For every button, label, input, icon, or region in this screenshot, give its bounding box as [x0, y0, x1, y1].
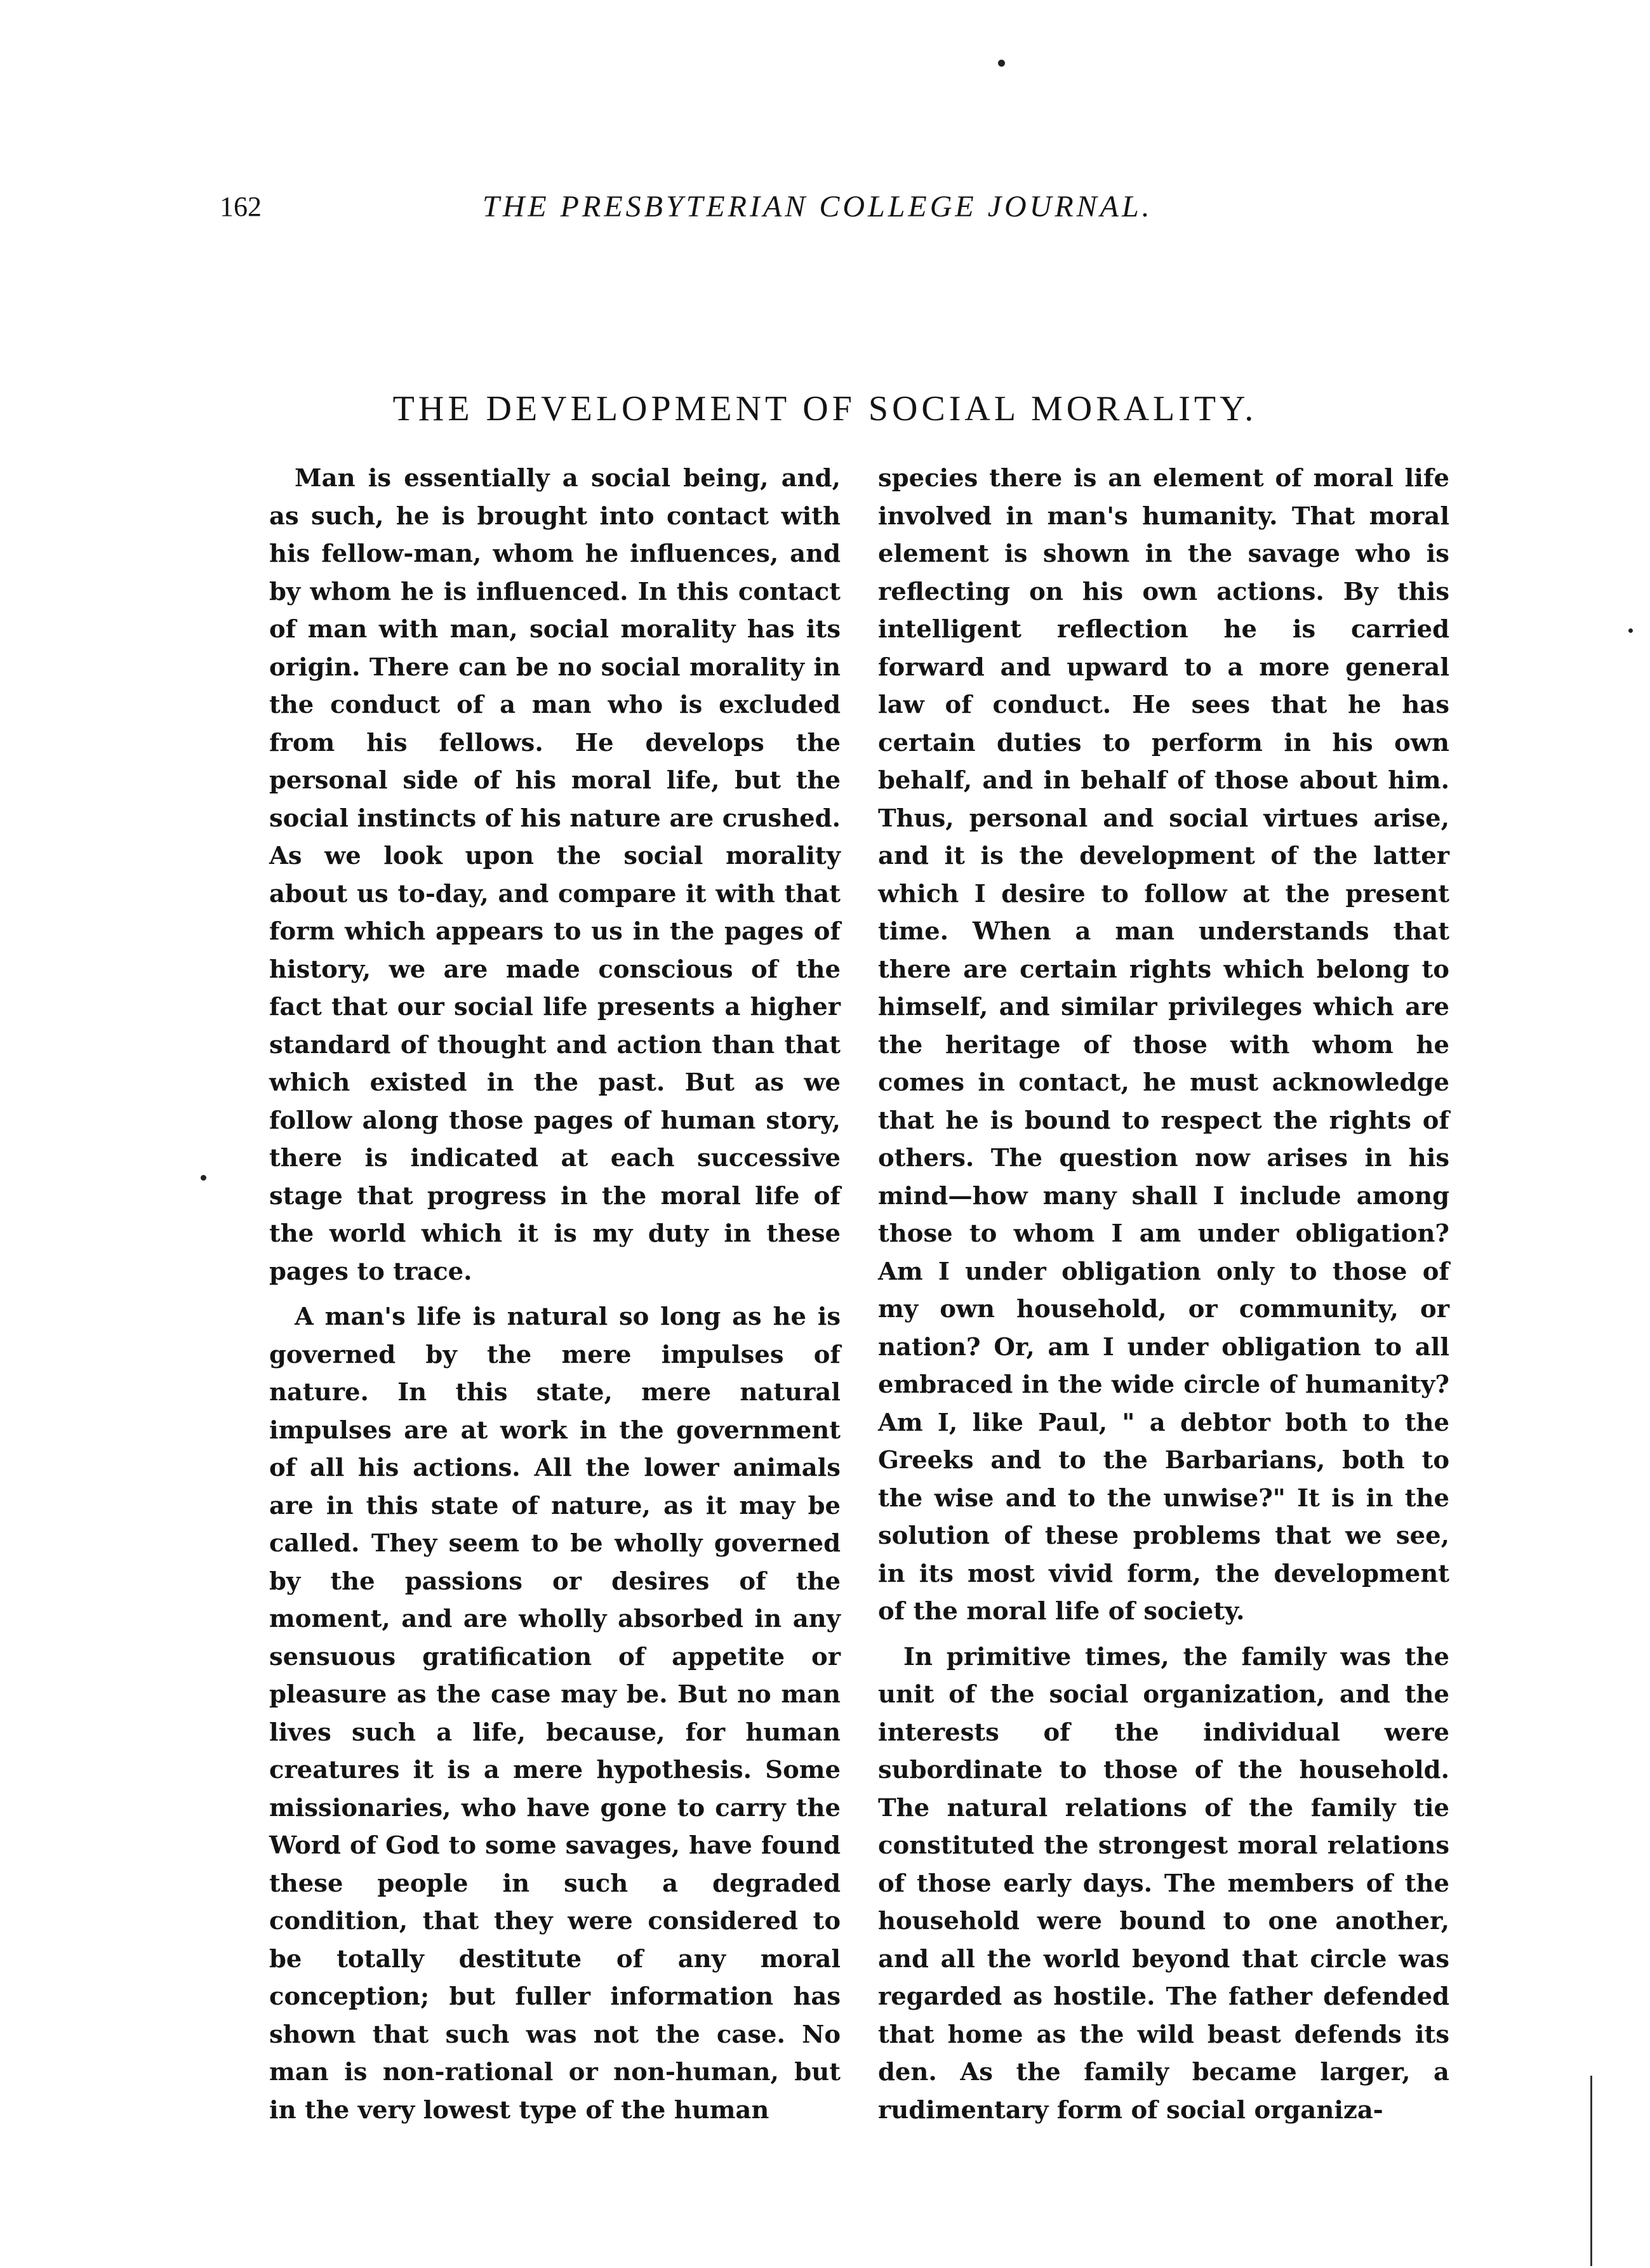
paragraph: species there is an element of moral life involved in man's humanity. That moral element is shown in the savage who is reflecting on his own actions. By this intelligent reflection he is carried forward and upward to a more general law of conduct. He sees that he has certain duties to perform in his own behalf, and in behalf of those about him. Thus, personal and social virtues arise, and it is the development of the latter which I desire to follow at the present time. When a man understands that there are certain rights which belong to himself, and similar privileges which are the heritage of those with whom he comes in contact, he must acknowledge that he is bound to respect the rights of others. The question now arises in his mind—how many shall I include among those to whom I am under obligation? Am I under obligation only to those of my own household, or community, or nation? Or, am I under obligation to all embraced in the wide circle of humanity? Am I, like Paul, " a debtor both to the Greeks and to the Barbarians, both to the wise and to the unwise?" It is in the solution of these problems that we see, in its most vivid form, the development of the moral life of society. — [878, 464, 1449, 1626]
paragraph: A man's life is natural so long as he is governed by the mere impulses of nature. In this state, mere natural impulses are at work in the government of all his actions. All the lower animals are in this state of nature, as it may be called. They seem to be wholly governed by the passions or desires of the moment, and are wholly absorbed in any sensuous gratification of appetite or pleasure as the case may be. But no man lives such a life, because, for human creatures it is a mere hypothesis. Some missionaries, who have gone to carry the Word of God to some savages, have found these people in such a degraded condition, that they were considered to be totally destitute of any moral conception; but fuller information has shown that such was not the case. No man is non-rational or non-human, but in the very lowest type of the human — [269, 1303, 841, 2125]
paragraph: In primitive times, the family was the unit of the social organization, and the interests of the individual were subordinate to those of the household. The natural relations of the family tie constituted the strongest moral relations of those early days. The members of the household were bound to one another, and all the world beyond that circle was regarded as hostile. The father defended that home as the wild beast defends its den. As the family became larger, a rudimentary form of social organiza- — [878, 1642, 1449, 2125]
page-number: 162 — [220, 191, 262, 222]
scan-speck — [201, 1175, 206, 1181]
paragraph: Man is essentially a social being, and, as such, he is brought into contact with his fellow-man, whom he influences, and by whom he is influenced. In this contact of man with man, social morality has its origin. There can be no social morality in the conduct of a man who is excluded from his fellows. He develops the personal side of his moral life, but the social instincts of his nature are crushed. As we look upon the social morality about us to-day, and compare it with that form which appears to us in the pages of history, we are made conscious of the fact that our social life presents a higher standard of thought and action than that which existed in the past. But as we follow along those pages of human story, there is indicated at each successive stage that progress in the moral life of the world which it is my duty in these pages to trace. — [269, 464, 841, 1286]
scan-speck — [998, 60, 1005, 67]
right-column — [878, 460, 1449, 2129]
left-column — [269, 460, 841, 2129]
scan-speck — [1628, 628, 1633, 633]
scan-edge-line — [1590, 2076, 1592, 2266]
running-head: THE PRESBYTERIAN COLLEGE JOURNAL. — [482, 190, 1153, 223]
article-title: THE DEVELOPMENT OF SOCIAL MORALITY. — [392, 389, 1258, 428]
